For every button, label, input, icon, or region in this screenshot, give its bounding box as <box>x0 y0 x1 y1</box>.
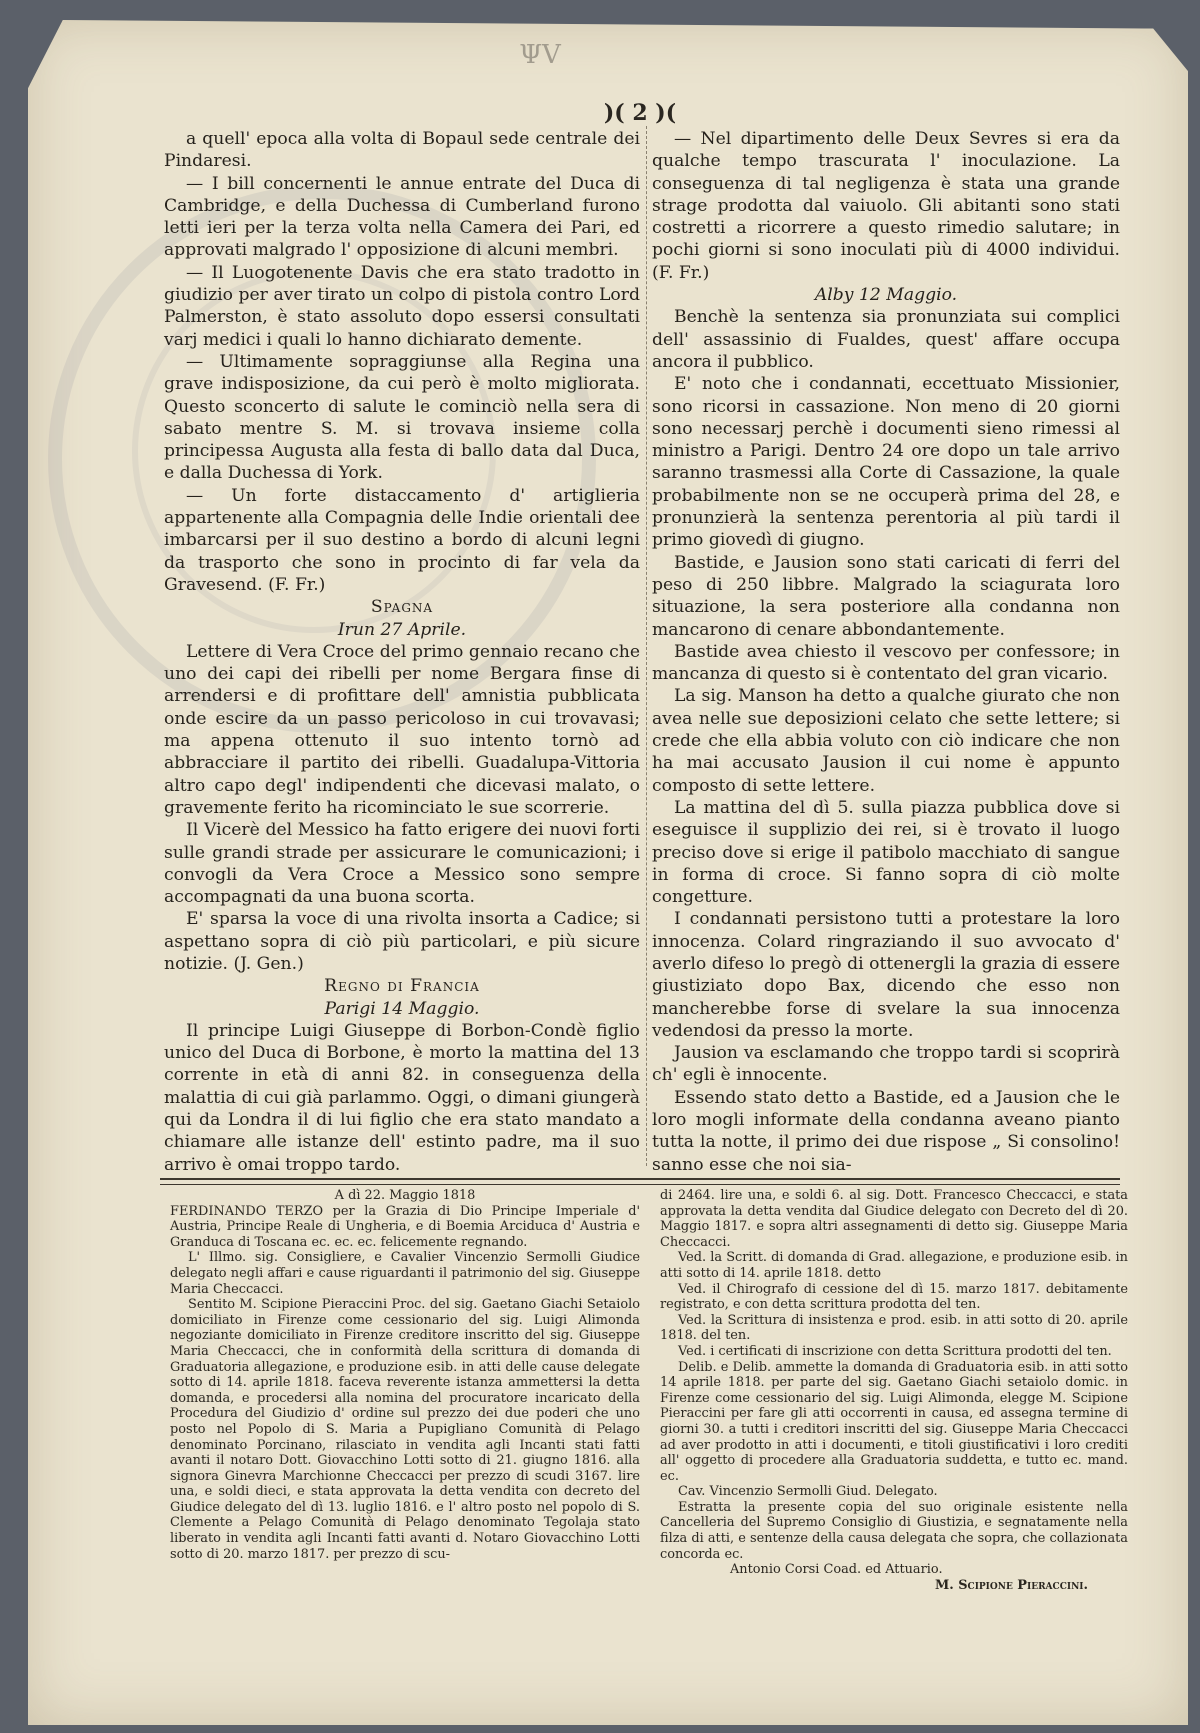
notice-left-title-1: FERDINANDO TERZO per la Grazia di Dio Principe Imperiale d' Austria, Principe Reale di Ungheria, e di Boemia Arciduca d' Austria e Granduca di Toscana ec. ec. ec. felicemente regnando. <box>170 1203 640 1250</box>
legal-notice-right <box>660 1188 1128 1593</box>
right-column-p-3: E' noto che i condannati, eccettuato Missionier, sono ricorsi in cassazione. Non meno di 20 giorni sono necessarj perchè i documenti sieno rimessi al ministro a Parigi. Dentro 24 ore dopo un tale arrivo saranno trasmessi alla Corte di Cassazione, la quale probabilmente non se ne occuperà prima del 28, e pronunzierà la sentenza perentoria al più tardi il primo giovedì di giugno. <box>652 374 1120 551</box>
notice-right-p-7: Estratta la presente copia del suo originale esistente nella Cancelleria del Supremo Consiglio di Giustizia, e segnatamente nella filza di atti, e sentenze della causa delegata che sopra, che collazionata concorda ec. <box>660 1499 1128 1562</box>
left-column-p-1: — I bill concernenti le annue entrate del Duca di Cambridge, e della Duchessa di Cumberland furono letti ieri per la terza volta nella Camera dei Pari, ed approvati malgrado l' opposizione di alcuni membri. <box>164 173 640 261</box>
left-column-p-8: Il Vicerè del Messico ha fatto erigere dei nuovi forti sulle grandi strade per assicurare le comunicazioni; i convogli da Vera Croce a Messico sono sempre accompagnati da una buona scorta. <box>164 820 640 908</box>
left-column-p-2: — Il Luogotenente Davis che era stato tradotto in giudizio per aver tirato un colpo di pistola contro Lord Palmerston, è stato assoluto dopo essersi consultati varj medici i quali lo hanno dichiarato demente. <box>164 262 640 350</box>
left-column-p-3: — Ultimamente sopraggiunse alla Regina una grave indisposizione, da cui però è molto migliorata. Questo sconcerto di salute le cominciò nella sera di sabato mentre S. M. si trovava insieme colla principessa Augusta alla festa di ballo data dal Duca, e dalla Duchessa di York. <box>164 351 640 484</box>
right-column-p-7: La mattina del dì 5. sulla piazza pubblica dove si eseguisce il supplizio dei rei, si è trovato il luogo preciso dove si erige il patibolo macchiato di sangue in forma di croce. Si fanno sopra di ciò molte congetture. <box>652 797 1120 908</box>
right-column-p-2: Benchè la sentenza sia pronunziata sui complici dell' assassinio di Fualdes, quest' affare occupa ancora il pubblico. <box>652 307 1120 372</box>
notice-left-p-2: L' Illmo. sig. Consigliere, e Cavalier Vincenzio Sermolli Giudice delegato negli affari e cause riguardanti il patrimonio del sig. Giuseppe Maria Checcacci. <box>170 1250 640 1297</box>
left-column-date-6: Irun 27 Aprile. <box>337 619 467 640</box>
right-column-date-1: Alby 12 Maggio. <box>814 285 958 306</box>
left-column-p-4: — Un forte distaccamento d' artiglieria appartenente alla Compagnia delle Indie orientali dee imbarcarsi per il suo destino a bordo di alcuni legni da trasporto che sono in procinto di far vela da Gravesend. (F. Fr.) <box>164 485 640 595</box>
notice-right-p-3: Ved. la Scrittura di insistenza e prod. esib. in atti sotto di 20. aprile 1818. del ten. <box>660 1312 1128 1344</box>
left-column-head-10: Regno di Francia <box>324 976 480 997</box>
left-column-date-11: Parigi 14 Maggio. <box>324 998 480 1019</box>
notice-right-p0-0: di 2464. lire una, e soldi 6. al sig. Dott. Francesco Checcacci, e stata approvata la detta vendita dal Giudice delegato con Decreto del dì 20. Maggio 1817. e sopra altri assegnamenti di detto sig. Giuseppe Maria Checcacci. <box>660 1188 1128 1250</box>
right-column-p-10: Essendo stato detto a Bastide, ed a Jausion che le loro mogli informate della condanna aveano pianto tutta la notte, il primo dei due rispose „ Si consolino! sanno esse che noi sia- <box>652 1087 1120 1175</box>
notice-right-p-1: Ved. la Scritt. di domanda di Grad. allegazione, e produzione esib. in atti sotto di 14. aprile 1818. detto <box>660 1250 1128 1281</box>
left-column-p-12: Il principe Luigi Giuseppe di Borbon-Condè figlio unico del Duca di Borbone, è morto la mattina del 13 corrente in età di anni 82. in conseguenza della malattia di cui già parlammo. Oggi, o dimani giungerà qui da Londra il di lui figlio che era stato mandato a chiamare alle istanze dell' estinto padre, ma il suo arrivo è omai troppo tardo. <box>164 1020 640 1175</box>
right-column-p-4: Bastide, e Jausion sono stati caricati di ferri del peso di 250 libbre. Malgrado la sciagurata loro situazione, la sera posteriore alla condanna non mancarono di cenare abbondantemente. <box>652 552 1120 640</box>
notice-right-p-4: Ved. i certificati di inscrizione con detta Scrittura prodotti del ten. <box>678 1343 1112 1359</box>
column-divider <box>646 126 647 1166</box>
notice-left-p-3: Sentito M. Scipione Pieraccini Proc. del sig. Gaetano Giachi Setaiolo domiciliato in Firenze come cessionario del sig. Luigi Alimonda negoziante domiciliato in Firenze creditore inscritto del sig. Giuseppe Maria Checcacci, che in conformità della scrittura di domanda di Graduatoria allegazione, e produzione esib. in atti delle cause delegate sotto di 14. aprile 1818. faceva reverente istanza ammettersi la detta domanda, e procedersi alla nomina del procuratore incaricato della Procedura del Giudizio d' ordine sul prezzo dei due poderi che uno posto nel Popolo di S. Maria a Pupigliano Comunità di Pelago denominato Porcinano, rilasciato in vendita agli Incanti stati fatti avanti il notaro Dott. Giovacchino Lotti sotto di 21. giugno 1816. alla signora Ginevra Marchionne Checcacci per prezzo di scudi 3167. lire una, e soldi dieci, e stata approvata la detta vendita con decreto del Giudice delegato del dì 13. luglio 1816. e l' altro posto nel popolo di S. Clemente a Pelago Comunità di Pelago denominato Tegolaja stato liberato in vendita agli Incanti fatti avanti d. Notaro Giovacchino Lotti sotto di 20. marzo 1817. per prezzo di scu- <box>170 1297 640 1562</box>
right-column-p-6: La sig. Manson ha detto a qualche giurato che non avea nelle sue deposizioni celato che sette lettere; si crede che ella abbia voluto con ciò indicare che non ha mai accusato Jausion il cui nome è appunto composto di sette lettere. <box>652 686 1120 796</box>
left-column-p-9: E' sparsa la voce di una rivolta insorta a Cadice; si aspettano sopra di ciò più particolari, e più sicure notizie. (J. Gen.) <box>164 909 640 974</box>
section-divider-rule <box>160 1178 1120 1185</box>
left-column-p-7: Lettere di Vera Croce del primo gennaio recano che uno dei capi dei ribelli per nome Bergara finse di arrendersi e di profittare dell' amnistia pubblicata onde escire da un passo pericoloso in cui trovavasi; ma appena ottenuto il suo intento tornò ad abbracciare il partito dei ribelli. Guadalupa-Vittoria altro capo degl' indipendenti che dicevasi malato, o gravemente ferito ha ricominciato le sue scorrerie. <box>164 641 640 818</box>
page-number: )( 2 )( <box>603 100 677 126</box>
left-column <box>164 128 640 1176</box>
notice-left-dateline-0: A dì 22. Maggio 1818 <box>334 1188 476 1203</box>
left-column-head-5: Spagna <box>370 597 434 618</box>
legal-notice-left <box>170 1188 640 1562</box>
right-column <box>652 128 1120 1176</box>
right-column-p-9: Jausion va esclamando che troppo tardi si scoprirà ch' egli è innocente. <box>652 1043 1120 1086</box>
right-column-p-0: — Nel dipartimento delle Deux Sevres si era da qualche tempo trascurata l' inoculazione. La conseguenza di tal negligenza è stata una grande strage prodotta dal vaiuolo. Gli abitanti sono stati costretti a ricorrere a questo rimedio salutare; in pochi giorni si sono inoculati più di 4000 individui. (F. Fr.) <box>652 129 1120 283</box>
right-column-p-8: I condannati persistono tutti a protestare la loro innocenza. Colard ringraziando il suo avvocato d' averlo difeso lo pregò di ottenergli la grazia di essere giustiziato dopo Bax, dicendo che esso non mancherebbe forse di svelare la sua innocenza vedendosi da presso la morte. <box>652 909 1120 1041</box>
notice-right-sig2-9: M. Scipione Pieraccini. <box>934 1577 1088 1593</box>
notice-right-p-2: Ved. il Chirografo di cessione del dì 15. marzo 1817. debitamente registrato, e con detta scrittura prodotta del ten. <box>660 1281 1128 1313</box>
notice-right-sig1-8: Antonio Corsi Coad. ed Attuario. <box>730 1562 943 1578</box>
header-mark: ΨV <box>519 40 561 70</box>
notice-right-p-5: Delib. e Delib. ammette la domanda di Graduatoria esib. in atti sotto 14 aprile 1818. per parte del sig. Gaetano Giachi setaiolo domic. in Firenze come cessionario del sig. Luigi Alimonda, elegge M. Scipione Pieraccini per fare gli atti occorrenti in causa, ed assegna termine di giorni 30. a tutti i creditori inscritti del sig. Giuseppe Maria Checcacci ad aver prodotto in atti i documenti, e titoli giustificativi i loro crediti all' oggetto di procedere alla Graduatoria suddetta, e tutto ec. mand. ec. <box>660 1359 1128 1484</box>
right-column-p-5: Bastide avea chiesto il vescovo per confessore; in mancanza di questo si è contentato del gran vicario. <box>652 641 1120 685</box>
left-column-p-0: a quell' epoca alla volta di Bopaul sede centrale dei Pindaresi. <box>164 129 640 172</box>
notice-right-p-6: Cav. Vincenzio Sermolli Giud. Delegato. <box>678 1484 938 1500</box>
